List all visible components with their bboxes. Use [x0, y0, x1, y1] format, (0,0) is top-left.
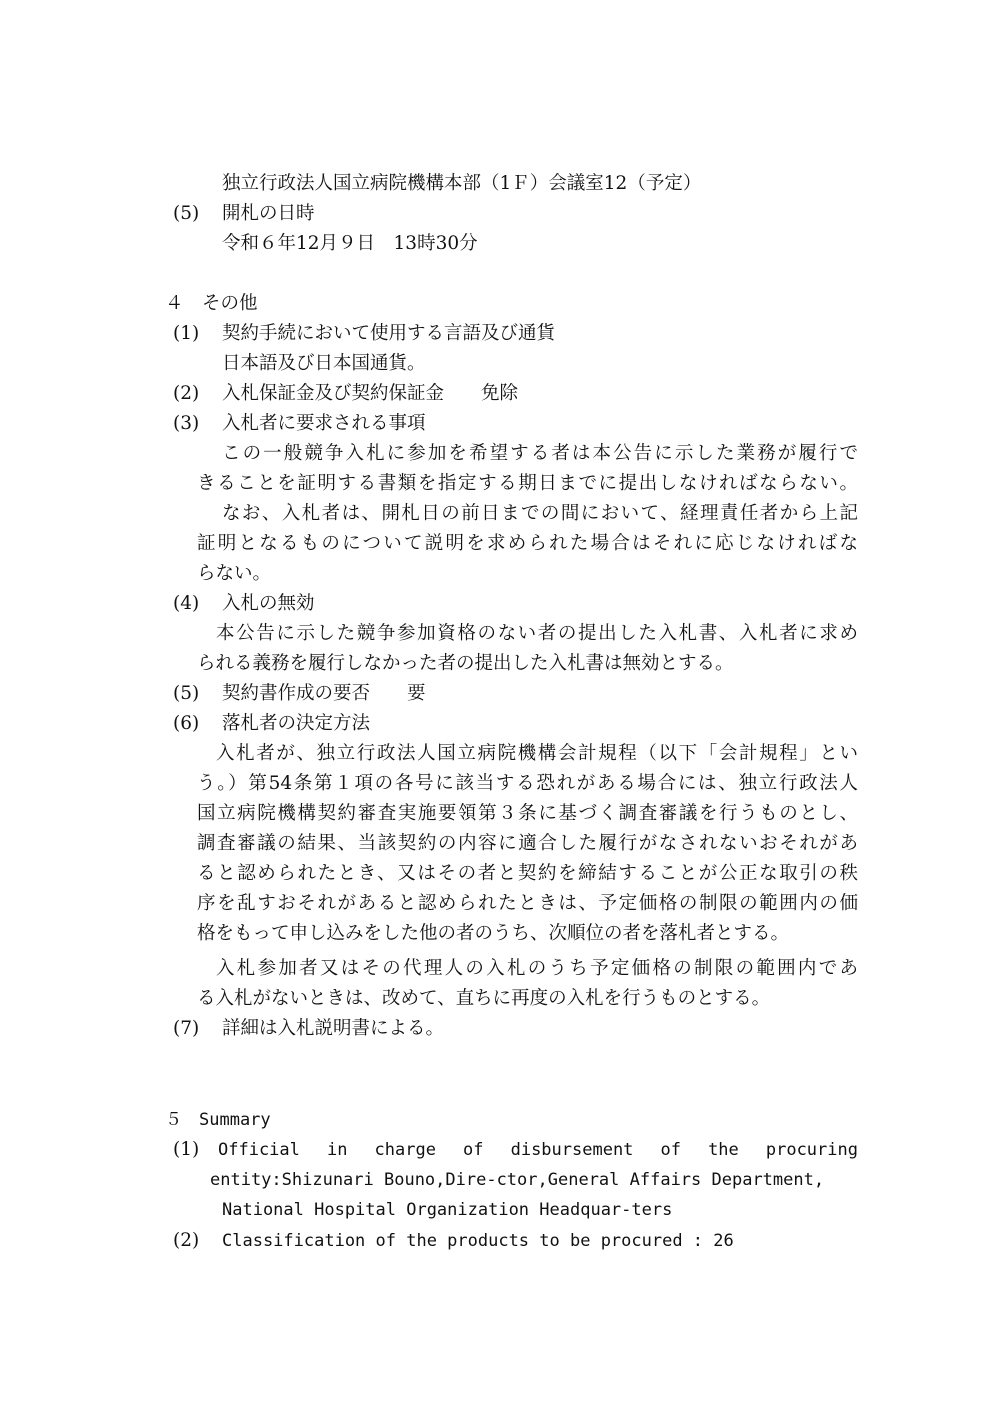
paragraph-line: 国立病院機構契約審査実施要領第３条に基づく調査審議を行うものとし、 — [197, 803, 858, 824]
summary-word: in — [326, 1140, 348, 1160]
paragraph-line: 入札参加者又はその代理人の入札のうち予定価格の制限の範囲内であ — [216, 958, 858, 979]
item-number: (7) — [173, 1018, 200, 1039]
item-title: 契約手続において使用する言語及び通貨 — [222, 323, 556, 344]
item-number: (1) — [173, 1139, 200, 1160]
summary-line: Classification of the products to be procured : 26 — [222, 1231, 734, 1251]
paragraph-line: きることを証明する書類を指定する期日までに提出しなければならない。 — [197, 473, 858, 494]
paragraph-line: 本公告に示した競争参加資格のない者の提出した入札書、入札者に求め — [216, 623, 858, 644]
item-number: (6) — [173, 713, 200, 734]
item-title: 落札者の決定方法 — [222, 713, 371, 734]
item-title: 詳細は入札説明書による。 — [222, 1018, 445, 1039]
item-title: 入札者に要求される事項 — [222, 413, 426, 434]
summary-line: National Hospital Organization Headquar-ters — [222, 1200, 673, 1220]
paragraph-line: う。）第54条第１項の各号に該当する恐れがある場合には、独立行政法人 — [197, 773, 858, 794]
venue-detail: 独立行政法人国立病院機構本部（1Ｆ）会議室12（予定） — [222, 173, 702, 194]
summary-word: the — [708, 1140, 739, 1160]
paragraph-line: なお、入札者は、開札日の前日までの間において、経理責任者から上記 — [222, 503, 858, 524]
item-title: 開札の日時 — [222, 203, 315, 224]
paragraph-line: この一般競争入札に参加を希望する者は本公告に示した業務が履行で — [222, 443, 858, 464]
item-number: (5) — [173, 683, 200, 704]
item-title: 入札の無効 — [222, 593, 315, 614]
item-number: (1) — [173, 323, 200, 344]
item-number: (4) — [173, 593, 200, 614]
paragraph-line: 入札者が、独立行政法人国立病院機構会計規程（以下「会計規程」とい — [216, 743, 858, 764]
summary-word: Official — [218, 1140, 300, 1160]
paragraph-line: られる義務を履行しなかった者の提出した入札書は無効とする。 — [197, 653, 734, 674]
item-title: 入札保証金及び契約保証金 免除 — [222, 383, 519, 404]
paragraph-line: る入札がないときは、改めて、直ちに再度の入札を行うものとする。 — [197, 988, 771, 1009]
summary-word: disbursement — [510, 1140, 634, 1160]
summary-line — [218, 1135, 858, 1165]
summary-line: entity:Shizunari Bouno,Dire-ctor,General Affairs Department, — [210, 1170, 825, 1190]
paragraph-line: 調査審議の結果、当該契約の内容に適合した履行がなされないおそれがあ — [197, 833, 858, 854]
item-value: 令和６年12月９日 13時30分 — [222, 233, 478, 254]
item-number: (2) — [173, 1230, 200, 1251]
paragraph-line: 格をもって申し込みをした他の者のうち、次順位の者を落札者とする。 — [197, 923, 790, 944]
paragraph-line: ると認められたとき、又はその者と契約を締結することが公正な取引の秩 — [197, 863, 858, 884]
item-number: (5) — [173, 203, 200, 224]
section-heading: ４ その他 — [165, 293, 258, 314]
summary-word: procuring — [765, 1140, 858, 1160]
summary-word: charge — [374, 1140, 436, 1160]
summary-word: of — [660, 1140, 681, 1160]
item-text: 日本語及び日本国通貨。 — [222, 353, 426, 374]
item-number: (3) — [173, 413, 200, 434]
item-title: 契約書作成の要否 要 — [222, 683, 426, 704]
item-number: (2) — [173, 383, 200, 404]
paragraph-line: 証明となるものについて説明を求められた場合はそれに応じなければな — [197, 533, 858, 554]
section-heading: ５ Summary — [165, 1110, 271, 1130]
paragraph-line: 序を乱すおそれがあると認められたときは、予定価格の制限の範囲内の価 — [197, 893, 858, 914]
paragraph-line: らない。 — [197, 563, 272, 584]
summary-word: of — [463, 1140, 484, 1160]
